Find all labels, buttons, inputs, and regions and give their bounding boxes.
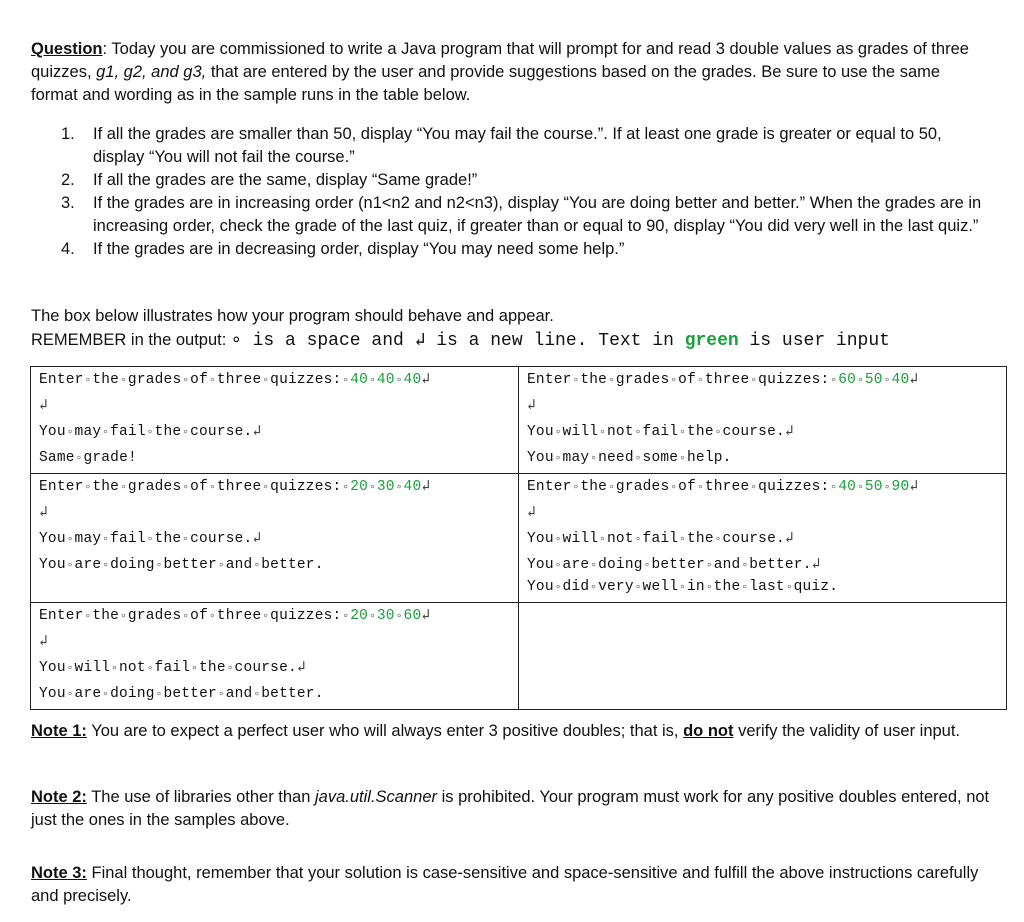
note-1: Note 1: You are to expect a perfect user who will always enter 3 positive doubles; that is, do not verify the validity of user input.	[31, 722, 961, 740]
sample-runs-table	[30, 366, 1007, 710]
rule-item: 2. If all the grades are the same, display “Same grade!”	[61, 171, 478, 189]
green-word: green	[684, 331, 739, 351]
question-paragraph	[31, 38, 991, 107]
rules-list	[31, 123, 991, 261]
rule-item: 4. If the grades are in decreasing order, display “You may need some help.”	[61, 240, 625, 258]
sample-cell: Enter∘the∘grades∘of∘three∘quizzes:∘40∘40∘40↲ ↲ You∘may∘fail∘the∘course.↲ Same∘grade!	[31, 367, 519, 474]
sample-cell: Enter∘the∘grades∘of∘three∘quizzes:∘60∘50∘40↲ ↲ You∘will∘not∘fail∘the∘course.↲ You∘may∘need∘some∘help.	[519, 367, 1007, 474]
sample-cell-empty	[519, 603, 1007, 710]
question-label: Question	[31, 40, 103, 58]
note-2: Note 2: The use of libraries other than java.util.Scanner is prohibited. Your program must work for any positive doubles entered, not just the ones in the samples above.	[31, 788, 990, 829]
rule-text: If all the grades are smaller than 50, display “You may fail the course.”. If at least one grade is greater or equal to 50, display “You will not fail the course.”	[93, 125, 942, 166]
user-input: 60∘50∘40	[838, 372, 910, 388]
user-input: 20∘30∘40	[350, 479, 422, 495]
user-input: 40∘50∘90	[838, 479, 910, 495]
question-text-b: that are entered by the user and provide suggestions based on the grades. Be sure to use the same format and wording as in the sample runs in the table below.	[31, 63, 941, 104]
sample-cell: Enter∘the∘grades∘of∘three∘quizzes:∘40∘50∘90↲ ↲ You∘will∘not∘fail∘the∘course.↲ You∘are∘doing∘better∘and∘better.↲ You∘did∘very∘well∘in∘the∘last∘quiz.	[519, 474, 1007, 603]
note-3: Note 3: Final thought, remember that your solution is case-sensitive and space-sensitive and fulfill the above instructions carefully and precisely.	[31, 864, 979, 905]
question-text-a: : Today you are commissioned to write a Java program that will prompt for and read 3 double values as grades of three quizzes,	[31, 40, 969, 81]
newline-symbol: ↲	[414, 331, 426, 351]
sample-cell: Enter∘the∘grades∘of∘three∘quizzes:∘20∘30∘40↲ ↲ You∘may∘fail∘the∘course.↲ You∘are∘doing∘better∘and∘better.	[31, 474, 519, 603]
rule-item: 1. If all the grades are smaller than 50, display “You may fail the course.”. If at least one grade is greater or equal to 50, display “You will not fail the course.”	[61, 125, 942, 166]
rule-text: If all the grades are the same, display “Same grade!”	[93, 171, 478, 189]
sample-cell: Enter∘the∘grades∘of∘three∘quizzes:∘20∘30∘60↲ ↲ You∘will∘not∘fail∘the∘course.↲ You∘are∘doing∘better∘and∘better.	[31, 603, 519, 710]
remember-line: REMEMBER in the output: ∘ is a space and ↲ is a new line. Text in green is user input	[31, 331, 890, 351]
rule-text: If the grades are in increasing order (n1<n2 and n2<n3), display “You are doing better and better.” When the grades are in increasing order, check the grade of the last quiz, if greater than or equal to 90, display “You did very well in the last quiz.”	[93, 194, 982, 235]
space-symbol: ∘	[230, 331, 242, 351]
user-input: 40∘40∘40	[350, 372, 422, 388]
rule-item: 3. If the grades are in increasing order (n1<n2 and n2<n3), display “You are doing better and better.” When the grades are in increasing order, check the grade of the last quiz, if greater than or equal to 90, display “You did very well in the last quiz.”	[61, 194, 982, 235]
question-vars: g1, g2, and g3,	[96, 63, 207, 81]
user-input: 20∘30∘60	[350, 608, 422, 624]
rule-text: If the grades are in decreasing order, display “You may need some help.”	[93, 240, 625, 258]
box-intro: The box below illustrates how your program should behave and appear.	[31, 307, 554, 325]
